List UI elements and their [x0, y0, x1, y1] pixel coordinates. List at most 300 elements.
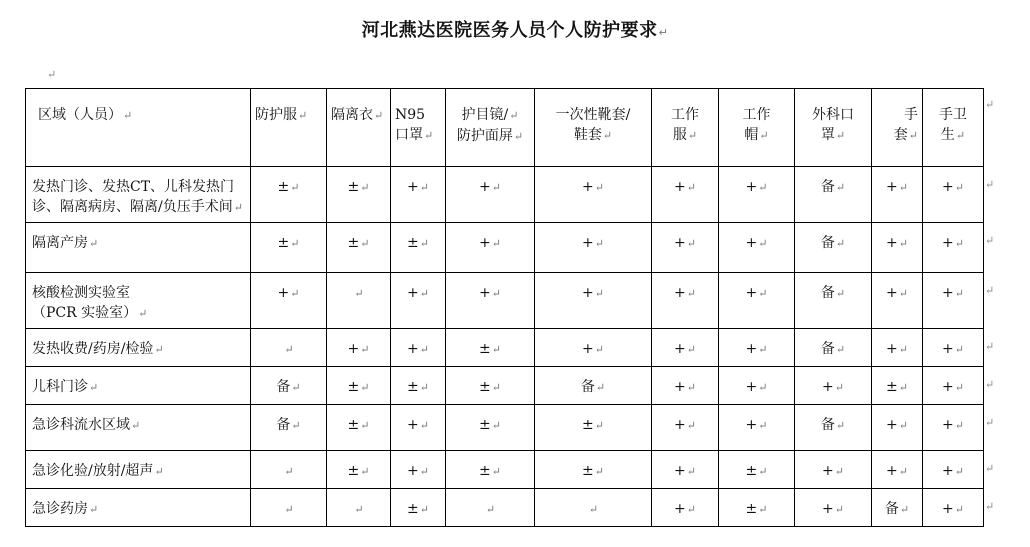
document-title: [0, 16, 1030, 42]
paragraph-mark-icon: ↵: [898, 343, 908, 356]
paragraph-mark-icon: ↵: [588, 503, 599, 516]
header-col-label: 隔离衣: [331, 107, 373, 123]
value-cell: [795, 367, 872, 405]
value-symbol: ±: [407, 379, 419, 395]
paragraph-mark-icon: ↵: [759, 129, 769, 142]
value-cell: [251, 451, 327, 489]
value-symbol: +: [582, 341, 594, 357]
paragraph-mark-icon: ↵: [360, 381, 370, 394]
value-cell: [535, 329, 652, 367]
paragraph-mark-icon: ↵: [985, 462, 995, 475]
value-cell: [795, 273, 872, 329]
paragraph-mark-icon: ↵: [686, 419, 696, 432]
value-cell: [535, 405, 652, 451]
region-label: 发热门诊、发热CT、儿科发热门: [32, 179, 235, 195]
paragraph-mark-icon: ↵: [594, 343, 604, 356]
value-cell: [446, 489, 535, 527]
region-cell: [26, 405, 251, 451]
paragraph-mark-icon: ↵: [899, 503, 910, 516]
value-cell: [327, 489, 391, 527]
header-col-label: 一次性靴套/: [555, 107, 631, 123]
value-symbol: +: [407, 417, 419, 433]
header-col: [719, 89, 795, 167]
value-cell: [795, 405, 872, 451]
value-symbol: +: [674, 463, 686, 479]
value-symbol: +: [674, 235, 686, 251]
paragraph-mark-icon: ↵: [835, 419, 846, 432]
paragraph-mark-icon: ↵: [835, 129, 846, 142]
paragraph-mark-icon: ↵: [284, 503, 294, 516]
paragraph-mark-icon: ↵: [290, 287, 300, 300]
value-cell: [251, 489, 327, 527]
paragraph-mark-icon: ↵: [419, 503, 429, 516]
value-symbol: +: [674, 179, 686, 195]
region-cell: [26, 273, 251, 329]
title-text: 河北燕达医院医务人员个人防护要求: [361, 20, 658, 41]
header-col-label: 服: [672, 127, 687, 143]
header-col: [872, 89, 923, 167]
table-row: [26, 167, 984, 223]
value-cell: [251, 329, 327, 367]
value-symbol: +: [886, 341, 898, 357]
value-cell: [872, 405, 923, 451]
paragraph-mark-icon: ↵: [758, 237, 768, 250]
value-cell: [719, 489, 795, 527]
paragraph-mark-icon: ↵: [594, 465, 604, 478]
paragraph-mark-icon: ↵: [954, 465, 964, 478]
value-cell: [923, 367, 984, 405]
paragraph-mark-icon: ↵: [419, 343, 429, 356]
region-label: 发热收费/药房/检验: [32, 341, 154, 357]
header-col-label: N95: [395, 107, 426, 123]
value-symbol: +: [407, 179, 419, 195]
paragraph-mark-icon: ↵: [291, 381, 301, 394]
paragraph-mark-icon: ↵: [89, 381, 99, 394]
paragraph-mark-icon: ↵: [419, 465, 429, 478]
region-cell: [26, 167, 251, 223]
value-cell: [535, 489, 652, 527]
paragraph-mark-icon: ↵: [595, 381, 606, 394]
header-col-label: 防护服: [255, 107, 297, 123]
paragraph-mark-icon: ↵: [758, 465, 768, 478]
value-symbol: +: [886, 235, 898, 251]
value-symbol: +: [674, 341, 686, 357]
paragraph-mark-icon: ↵: [898, 381, 908, 394]
value-cell: [795, 329, 872, 367]
paragraph-mark-icon: ↵: [954, 419, 964, 432]
paragraph-mark-icon: ↵: [898, 237, 908, 250]
paragraph-mark-icon: ↵: [908, 129, 918, 142]
paragraph-mark-icon: ↵: [509, 109, 519, 122]
value-cell: [872, 167, 923, 223]
region-label: 隔离产房: [32, 235, 88, 251]
paragraph-mark-icon: ↵: [758, 181, 768, 194]
paragraph-mark-icon: ↵: [985, 178, 995, 191]
value-symbol: ±: [745, 463, 758, 479]
paragraph-mark-icon: ↵: [513, 130, 524, 143]
value-cell: [872, 329, 923, 367]
paragraph-mark-icon: ↵: [658, 26, 669, 39]
value-symbol: 备: [820, 341, 835, 357]
paragraph-mark-icon: ↵: [374, 109, 384, 122]
paragraph-mark-icon: ↵: [985, 98, 995, 111]
value-cell: [872, 273, 923, 329]
header-col: [795, 89, 872, 167]
value-symbol: 备: [820, 417, 835, 433]
paragraph-mark-icon: ↵: [594, 237, 604, 250]
value-cell: [795, 451, 872, 489]
paragraph-mark-icon: ↵: [354, 287, 364, 300]
region-label: 急诊化验/放射/超声: [32, 463, 154, 479]
paragraph-mark-icon: ↵: [154, 343, 164, 356]
paragraph-mark-icon: ↵: [758, 343, 768, 356]
value-cell: [391, 489, 446, 527]
value-symbol: +: [822, 463, 834, 479]
value-cell: [327, 451, 391, 489]
paragraph-mark-icon: ↵: [985, 378, 995, 391]
paragraph-mark-icon: ↵: [834, 381, 844, 394]
value-cell: [795, 223, 872, 273]
paragraph-mark-icon: ↵: [758, 287, 768, 300]
value-symbol: +: [479, 179, 491, 195]
paragraph-mark-icon: ↵: [419, 181, 429, 194]
value-cell: [872, 367, 923, 405]
value-cell: [446, 167, 535, 223]
value-cell: [535, 367, 652, 405]
paragraph-mark-icon: ↵: [898, 465, 908, 478]
value-cell: [251, 223, 327, 273]
header-col-label: 防护面屏: [456, 128, 513, 144]
paragraph-mark-icon: ↵: [354, 503, 364, 516]
value-symbol: +: [942, 501, 954, 517]
paragraph-mark-icon: ↵: [284, 465, 294, 478]
value-symbol: +: [745, 179, 758, 195]
value-symbol: +: [745, 285, 758, 301]
value-cell: [795, 489, 872, 527]
region-cell: [26, 329, 251, 367]
value-cell: [327, 167, 391, 223]
value-symbol: +: [674, 379, 686, 395]
paragraph-mark-icon: ↵: [686, 465, 696, 478]
value-symbol: ±: [347, 417, 360, 433]
paragraph-mark-icon: ↵: [360, 419, 370, 432]
paragraph-mark-icon: ↵: [985, 234, 995, 247]
value-symbol: +: [582, 235, 594, 251]
header-region-label: 区域（人员）: [38, 107, 122, 123]
value-cell: [719, 223, 795, 273]
value-symbol: ±: [886, 379, 898, 395]
value-cell: [535, 451, 652, 489]
paragraph-mark-icon: ↵: [123, 109, 133, 122]
paragraph-mark-icon: ↵: [686, 287, 696, 300]
value-cell: [446, 405, 535, 451]
value-cell: [719, 167, 795, 223]
value-symbol: +: [674, 417, 686, 433]
value-symbol: +: [347, 341, 360, 357]
value-symbol: +: [407, 285, 419, 301]
paragraph-mark-icon: ↵: [233, 201, 243, 214]
paragraph-mark-icon: ↵: [491, 465, 501, 478]
value-symbol: +: [942, 285, 954, 301]
value-cell: [446, 367, 535, 405]
paragraph-mark-icon: ↵: [154, 465, 164, 478]
table-row: [26, 273, 984, 329]
value-cell: [923, 451, 984, 489]
value-symbol: +: [942, 379, 954, 395]
header-col: [251, 89, 327, 167]
region-label: 急诊科流水区域: [32, 417, 130, 433]
paragraph-mark-icon: ↵: [298, 109, 308, 122]
table-row: [26, 451, 984, 489]
value-symbol: ±: [407, 235, 419, 251]
paragraph-mark-icon: ↵: [602, 129, 613, 142]
table-row: [26, 405, 984, 451]
paragraph-mark-icon: ↵: [985, 340, 995, 353]
header-col: [391, 89, 446, 167]
region-cell: [26, 489, 251, 527]
value-cell: [923, 223, 984, 273]
paragraph-mark-icon: ↵: [594, 419, 604, 432]
paragraph-mark-icon: ↵: [955, 129, 966, 142]
value-symbol: ±: [582, 463, 594, 479]
paragraph-mark-icon: ↵: [491, 419, 501, 432]
value-symbol: 备: [820, 179, 835, 195]
value-symbol: 备: [580, 379, 595, 395]
header-col: [327, 89, 391, 167]
paragraph-mark-icon: ↵: [898, 181, 908, 194]
paragraph-mark-icon: ↵: [485, 503, 496, 516]
value-cell: [719, 451, 795, 489]
paragraph-mark-icon: ↵: [954, 287, 964, 300]
header-col: [535, 89, 652, 167]
value-symbol: ±: [347, 235, 360, 251]
value-symbol: +: [942, 463, 954, 479]
value-cell: [652, 451, 719, 489]
value-cell: [719, 405, 795, 451]
value-symbol: 备: [820, 235, 835, 251]
paragraph-mark-icon: ↵: [47, 68, 57, 81]
value-cell: [251, 167, 327, 223]
region-label: （PCR 实验室）: [32, 305, 138, 321]
paragraph-mark-icon: ↵: [758, 503, 768, 516]
value-cell: [923, 489, 984, 527]
value-cell: [652, 329, 719, 367]
value-cell: [652, 223, 719, 273]
paragraph-mark-icon: ↵: [89, 237, 99, 250]
value-symbol: +: [886, 463, 898, 479]
paragraph-mark-icon: ↵: [954, 503, 964, 516]
paragraph-mark-icon: ↵: [291, 419, 301, 432]
paragraph-mark-icon: ↵: [419, 381, 429, 394]
paragraph-mark-icon: ↵: [360, 343, 370, 356]
table-row: [26, 329, 984, 367]
value-symbol: ±: [479, 379, 491, 395]
value-symbol: +: [942, 179, 954, 195]
value-cell: [719, 329, 795, 367]
value-cell: [535, 223, 652, 273]
paragraph-mark-icon: ↵: [834, 465, 844, 478]
value-cell: [535, 273, 652, 329]
value-symbol: +: [822, 379, 834, 395]
paragraph-mark-icon: ↵: [758, 381, 768, 394]
header-col-label: 外科口: [812, 107, 854, 123]
value-cell: [719, 273, 795, 329]
paragraph-mark-icon: ↵: [290, 237, 300, 250]
value-symbol: +: [822, 501, 834, 517]
value-cell: [652, 405, 719, 451]
region-label: 儿科门诊: [32, 379, 88, 395]
paragraph-mark-icon: ↵: [419, 287, 429, 300]
value-symbol: ±: [277, 235, 290, 251]
value-symbol: ±: [582, 417, 594, 433]
value-symbol: +: [745, 235, 758, 251]
value-symbol: ±: [347, 463, 360, 479]
paragraph-mark-icon: ↵: [131, 419, 141, 432]
paragraph-mark-icon: ↵: [954, 237, 964, 250]
value-symbol: +: [942, 417, 954, 433]
value-symbol: ±: [479, 463, 491, 479]
region-label: 诊、隔离病房、隔离/负压手术间: [32, 199, 233, 215]
paragraph-mark-icon: ↵: [985, 416, 995, 429]
paragraph-mark-icon: ↵: [290, 181, 300, 194]
header-col-label: 帽: [744, 127, 759, 143]
paragraph-mark-icon: ↵: [954, 381, 964, 394]
paragraph-mark-icon: ↵: [835, 287, 846, 300]
value-cell: [327, 223, 391, 273]
value-cell: [719, 367, 795, 405]
value-symbol: +: [674, 285, 686, 301]
value-cell: [795, 167, 872, 223]
value-cell: [923, 405, 984, 451]
header-col-label: 套: [893, 127, 908, 143]
paragraph-mark-icon: ↵: [360, 181, 370, 194]
value-cell: [327, 329, 391, 367]
header-col-label: 口罩: [395, 127, 423, 143]
value-symbol: 备: [276, 417, 291, 433]
paragraph-mark-icon: ↵: [687, 129, 698, 142]
value-symbol: ±: [277, 179, 290, 195]
paragraph-mark-icon: ↵: [898, 419, 908, 432]
value-symbol: +: [942, 235, 954, 251]
region-label: 核酸检测实验室: [32, 285, 130, 301]
paragraph-mark-icon: ↵: [491, 237, 501, 250]
header-col: [923, 89, 984, 167]
paragraph-mark-icon: ↵: [686, 381, 696, 394]
paragraph-mark-icon: ↵: [360, 465, 370, 478]
region-cell: [26, 223, 251, 273]
paragraph-mark-icon: ↵: [985, 500, 995, 513]
paragraph-mark-icon: ↵: [686, 343, 696, 356]
header-col-label: 工作: [742, 107, 771, 123]
header-row: [26, 89, 984, 167]
header-col-label: 罩: [820, 127, 835, 143]
value-symbol: ±: [479, 417, 491, 433]
value-cell: [251, 367, 327, 405]
value-symbol: +: [886, 179, 898, 195]
value-cell: [872, 489, 923, 527]
value-cell: [446, 451, 535, 489]
value-cell: [327, 405, 391, 451]
paragraph-mark-icon: ↵: [686, 503, 696, 516]
value-symbol: 备: [276, 379, 291, 395]
value-symbol: +: [277, 285, 290, 301]
protection-requirements-table: [25, 88, 984, 527]
value-symbol: ±: [347, 379, 360, 395]
table-body: [26, 167, 984, 527]
paragraph-mark-icon: ↵: [419, 237, 429, 250]
paragraph-mark-icon: ↵: [954, 181, 964, 194]
value-symbol: +: [745, 341, 758, 357]
paragraph-mark-icon: ↵: [686, 237, 696, 250]
value-cell: [446, 223, 535, 273]
value-cell: [923, 329, 984, 367]
value-cell: [923, 273, 984, 329]
value-cell: [251, 273, 327, 329]
value-symbol: +: [582, 179, 594, 195]
value-symbol: 备: [820, 285, 835, 301]
paragraph-mark-icon: ↵: [138, 307, 148, 320]
header-col-label: 手: [904, 107, 918, 123]
value-symbol: +: [886, 285, 898, 301]
header-col-label: 生: [940, 127, 955, 143]
paragraph-mark-icon: ↵: [835, 343, 846, 356]
value-cell: [652, 367, 719, 405]
paragraph-mark-icon: ↵: [758, 419, 768, 432]
paragraph-mark-icon: ↵: [835, 237, 846, 250]
value-cell: [391, 167, 446, 223]
value-symbol: +: [942, 341, 954, 357]
value-symbol: ±: [479, 341, 491, 357]
value-symbol: +: [674, 501, 686, 517]
paragraph-mark-icon: ↵: [594, 181, 604, 194]
value-cell: [652, 489, 719, 527]
header-region: [26, 89, 251, 167]
paragraph-mark-icon: ↵: [898, 287, 908, 300]
paragraph-mark-icon: ↵: [491, 287, 501, 300]
header-col: [446, 89, 535, 167]
value-cell: [446, 273, 535, 329]
value-symbol: ±: [745, 501, 758, 517]
value-symbol: +: [407, 341, 419, 357]
value-symbol: +: [745, 379, 758, 395]
header-col-label: 工作: [671, 107, 699, 123]
value-cell: [446, 329, 535, 367]
paragraph-mark-icon: ↵: [835, 181, 846, 194]
value-cell: [391, 367, 446, 405]
paragraph-mark-icon: ↵: [89, 503, 99, 516]
value-symbol: +: [886, 417, 898, 433]
value-cell: [391, 451, 446, 489]
paragraph-mark-icon: ↵: [594, 287, 604, 300]
value-cell: [652, 273, 719, 329]
value-cell: [535, 167, 652, 223]
header-col-label: 鞋套: [573, 127, 602, 143]
value-symbol: +: [479, 285, 491, 301]
value-symbol: +: [407, 463, 419, 479]
table-row: [26, 223, 984, 273]
value-cell: [327, 273, 391, 329]
table-row: [26, 489, 984, 527]
region-cell: [26, 367, 251, 405]
table-row: [26, 367, 984, 405]
value-cell: [923, 167, 984, 223]
paragraph-mark-icon: ↵: [954, 343, 964, 356]
value-cell: [391, 405, 446, 451]
region-label: 急诊药房: [32, 501, 88, 517]
value-symbol: +: [745, 417, 758, 433]
paragraph-mark-icon: ↵: [491, 343, 501, 356]
paragraph-mark-icon: ↵: [491, 381, 501, 394]
